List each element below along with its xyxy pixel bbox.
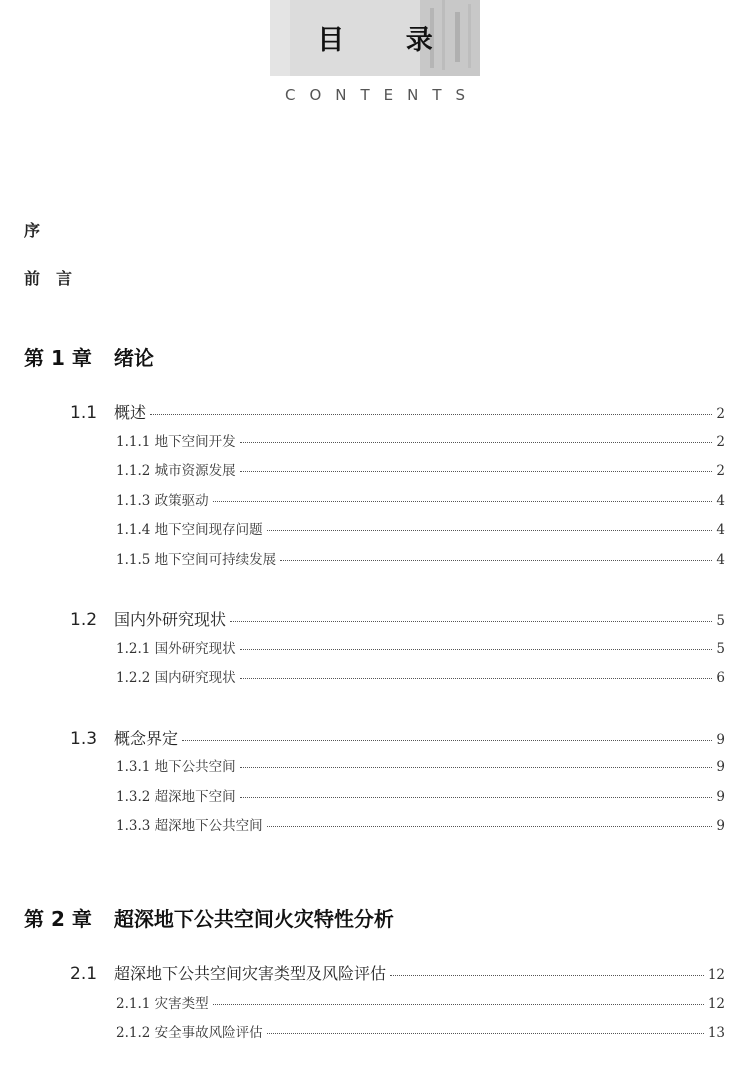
leader-dots <box>240 797 713 798</box>
toc-section[interactable] <box>70 400 725 422</box>
toc-subsection[interactable] <box>116 430 725 450</box>
leader-dots <box>182 740 712 741</box>
toc-subsection[interactable] <box>116 489 725 509</box>
subsection-title: 1.1.5 地下空间可持续发展 <box>116 552 277 568</box>
page-subtitle: CONTENTS <box>284 86 480 104</box>
subsection-title: 1.2.2 国内研究现状 <box>116 670 236 686</box>
section-number: 1.2 <box>70 610 98 630</box>
page-number: 9 <box>716 759 725 775</box>
page-number: 5 <box>716 641 725 657</box>
page-number: 4 <box>716 522 725 538</box>
chapter-number: 第 1 章 <box>24 346 92 370</box>
leader-dots <box>213 1004 704 1005</box>
toc-section[interactable] <box>70 961 725 983</box>
subsection-title: 1.3.2 超深地下空间 <box>116 789 236 805</box>
page-number: 4 <box>716 552 725 568</box>
leader-dots <box>267 1033 704 1034</box>
subsection-title: 1.1.3 政策驱动 <box>116 493 209 509</box>
subsection-title: 1.2.1 国外研究现状 <box>116 641 236 657</box>
page-number: 12 <box>707 996 725 1012</box>
subsection-title: 2.1.2 安全事故风险评估 <box>116 1025 263 1041</box>
chapter-heading[interactable] <box>24 342 154 371</box>
toc-subsection[interactable] <box>116 666 725 686</box>
leader-dots <box>280 560 712 561</box>
subsection-title: 1.1.2 城市资源发展 <box>116 463 236 479</box>
page-number: 9 <box>716 789 725 805</box>
leader-dots <box>240 767 713 768</box>
toc-subsection[interactable] <box>116 637 725 657</box>
toc-subsection[interactable] <box>116 548 725 568</box>
page-number: 2 <box>716 434 725 450</box>
leader-dots <box>267 530 713 531</box>
page-number: 2 <box>716 406 725 422</box>
section-number: 1.3 <box>70 729 98 749</box>
page-number: 12 <box>707 967 725 983</box>
toc-subsection[interactable] <box>116 1021 725 1041</box>
page-title: 目 录 <box>317 25 459 56</box>
toc-section[interactable] <box>70 726 725 748</box>
section-number: 1.1 <box>70 403 98 423</box>
leader-dots <box>240 471 713 472</box>
toc-subsection[interactable] <box>116 518 725 538</box>
page-number: 9 <box>716 818 725 834</box>
section-title: 超深地下公共空间灾害类型及风险评估 <box>114 964 387 983</box>
page-number: 13 <box>707 1025 725 1041</box>
toc-subsection[interactable] <box>116 992 725 1012</box>
toc-subsection[interactable] <box>116 755 725 775</box>
leader-dots <box>230 621 712 622</box>
section-title: 概念界定 <box>114 729 179 748</box>
toc-subsection[interactable] <box>116 785 725 805</box>
leader-dots <box>267 826 713 827</box>
chapter-title: 超深地下公共空间火灾特性分析 <box>113 907 394 931</box>
toc-section[interactable] <box>70 607 725 629</box>
toc-subsection[interactable] <box>116 814 725 834</box>
subsection-title: 1.1.1 地下空间开发 <box>116 434 236 450</box>
leader-dots <box>240 678 713 679</box>
page-number: 6 <box>716 670 725 686</box>
toc-entry-preface[interactable]: 序 <box>24 221 41 240</box>
toc-subsection[interactable] <box>116 459 725 479</box>
page-number: 4 <box>716 493 725 509</box>
subsection-title: 1.1.4 地下空间现存问题 <box>116 522 263 538</box>
page-number: 2 <box>716 463 725 479</box>
subsection-title: 1.3.1 地下公共空间 <box>116 759 236 775</box>
chapter-heading[interactable] <box>24 903 394 932</box>
page-number: 5 <box>716 613 725 629</box>
leader-dots <box>240 649 713 650</box>
section-number: 2.1 <box>70 964 98 984</box>
leader-dots <box>390 975 704 976</box>
leader-dots <box>213 501 713 502</box>
chapter-title: 绪论 <box>113 346 154 370</box>
leader-dots <box>240 442 713 443</box>
section-title: 概述 <box>114 403 147 422</box>
subsection-title: 2.1.1 灾害类型 <box>116 996 209 1012</box>
section-title: 国内外研究现状 <box>114 610 227 629</box>
chapter-number: 第 2 章 <box>24 907 92 931</box>
subsection-title: 1.3.3 超深地下公共空间 <box>116 818 263 834</box>
leader-dots <box>150 414 712 415</box>
page-number: 9 <box>716 732 725 748</box>
header-banner <box>270 0 480 76</box>
toc-entry-foreword[interactable]: 前 言 <box>24 269 73 288</box>
